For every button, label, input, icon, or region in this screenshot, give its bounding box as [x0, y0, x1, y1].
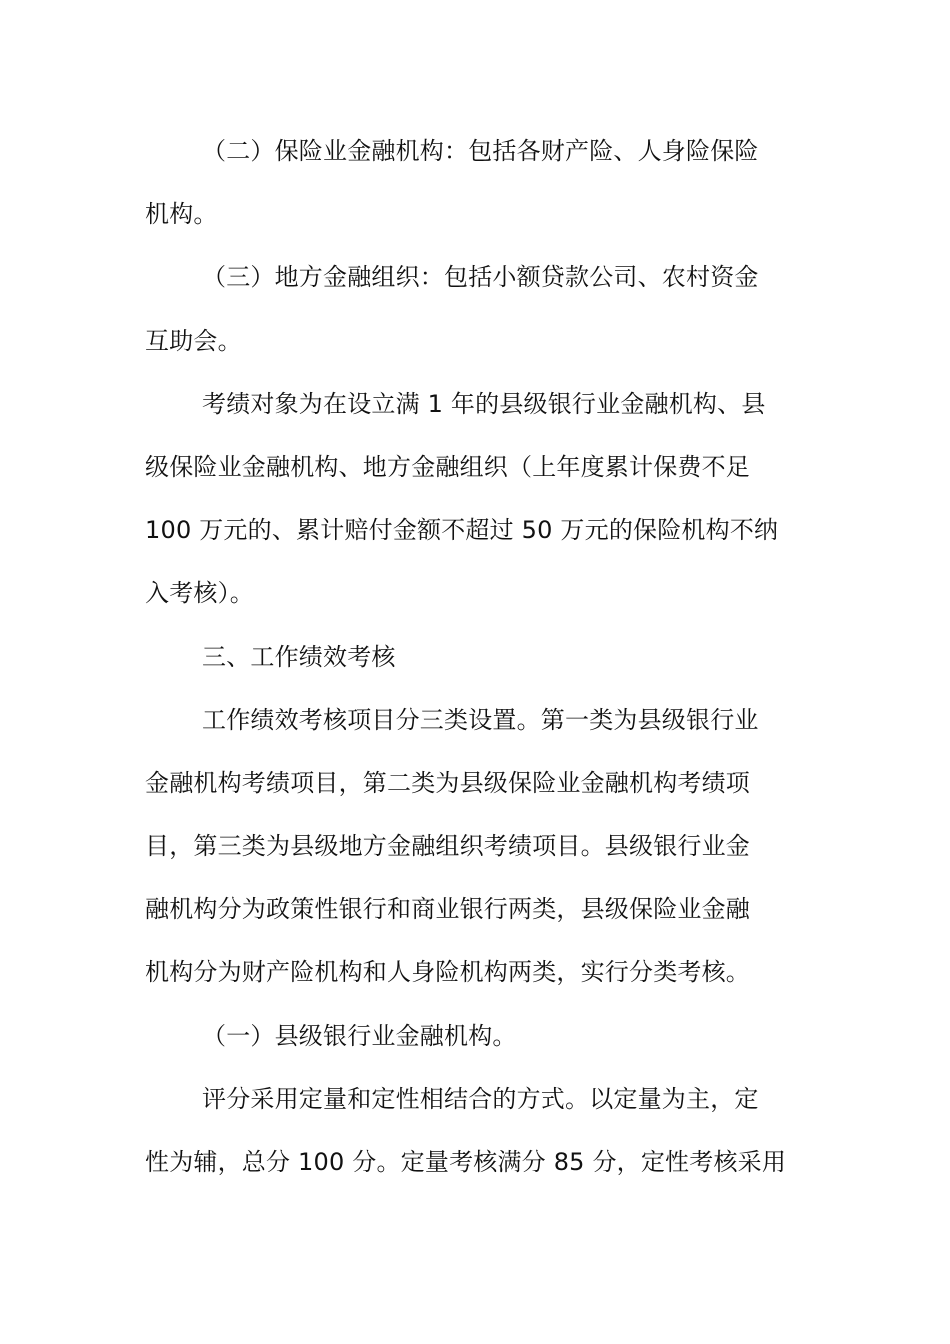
- document-body: [145, 120, 807, 1194]
- paragraph-line: 机构。: [145, 200, 218, 229]
- section-heading: 三、工作绩效考核: [202, 642, 396, 671]
- paragraph-line: 互助会。: [145, 326, 242, 355]
- paragraph-line: 考绩对象为在设立满 1 年的县级银行业金融机构、县: [202, 389, 766, 418]
- paragraph-line: 工作绩效考核项目分三类设置。第一类为县级银行业: [202, 705, 759, 734]
- paragraph-line: （二）保险业金融机构：包括各财产险、人身险保险: [202, 137, 759, 165]
- paragraph-line: 级保险业金融机构、地方金融组织（上年度累计保费不足: [145, 452, 750, 481]
- paragraph-line: 融机构分为政策性银行和商业银行两类，县级保险业金融: [145, 895, 750, 924]
- subsection-heading: （一）县级银行业金融机构。: [202, 1021, 517, 1050]
- paragraph-line: 入考核）。: [145, 579, 254, 608]
- paragraph-line: 机构分为财产险机构和人身险机构两类，实行分类考核。: [145, 958, 750, 987]
- paragraph-line: 性为辅，总分 100 分。定量考核满分 85 分，定性考核采用: [145, 1148, 787, 1176]
- paragraph-line: 目，第三类为县级地方金融组织考绩项目。县级银行业金: [145, 832, 750, 861]
- paragraph-line: 评分采用定量和定性相结合的方式。以定量为主，定: [202, 1084, 759, 1113]
- paragraph-line: 100 万元的、累计赔付金额不超过 50 万元的保险机构不纳: [145, 516, 779, 545]
- paragraph-line: （三）地方金融组织：包括小额贷款公司、农村资金: [202, 263, 759, 292]
- paragraph-line: 金融机构考绩项目，第二类为县级保险业金融机构考绩项: [145, 768, 750, 797]
